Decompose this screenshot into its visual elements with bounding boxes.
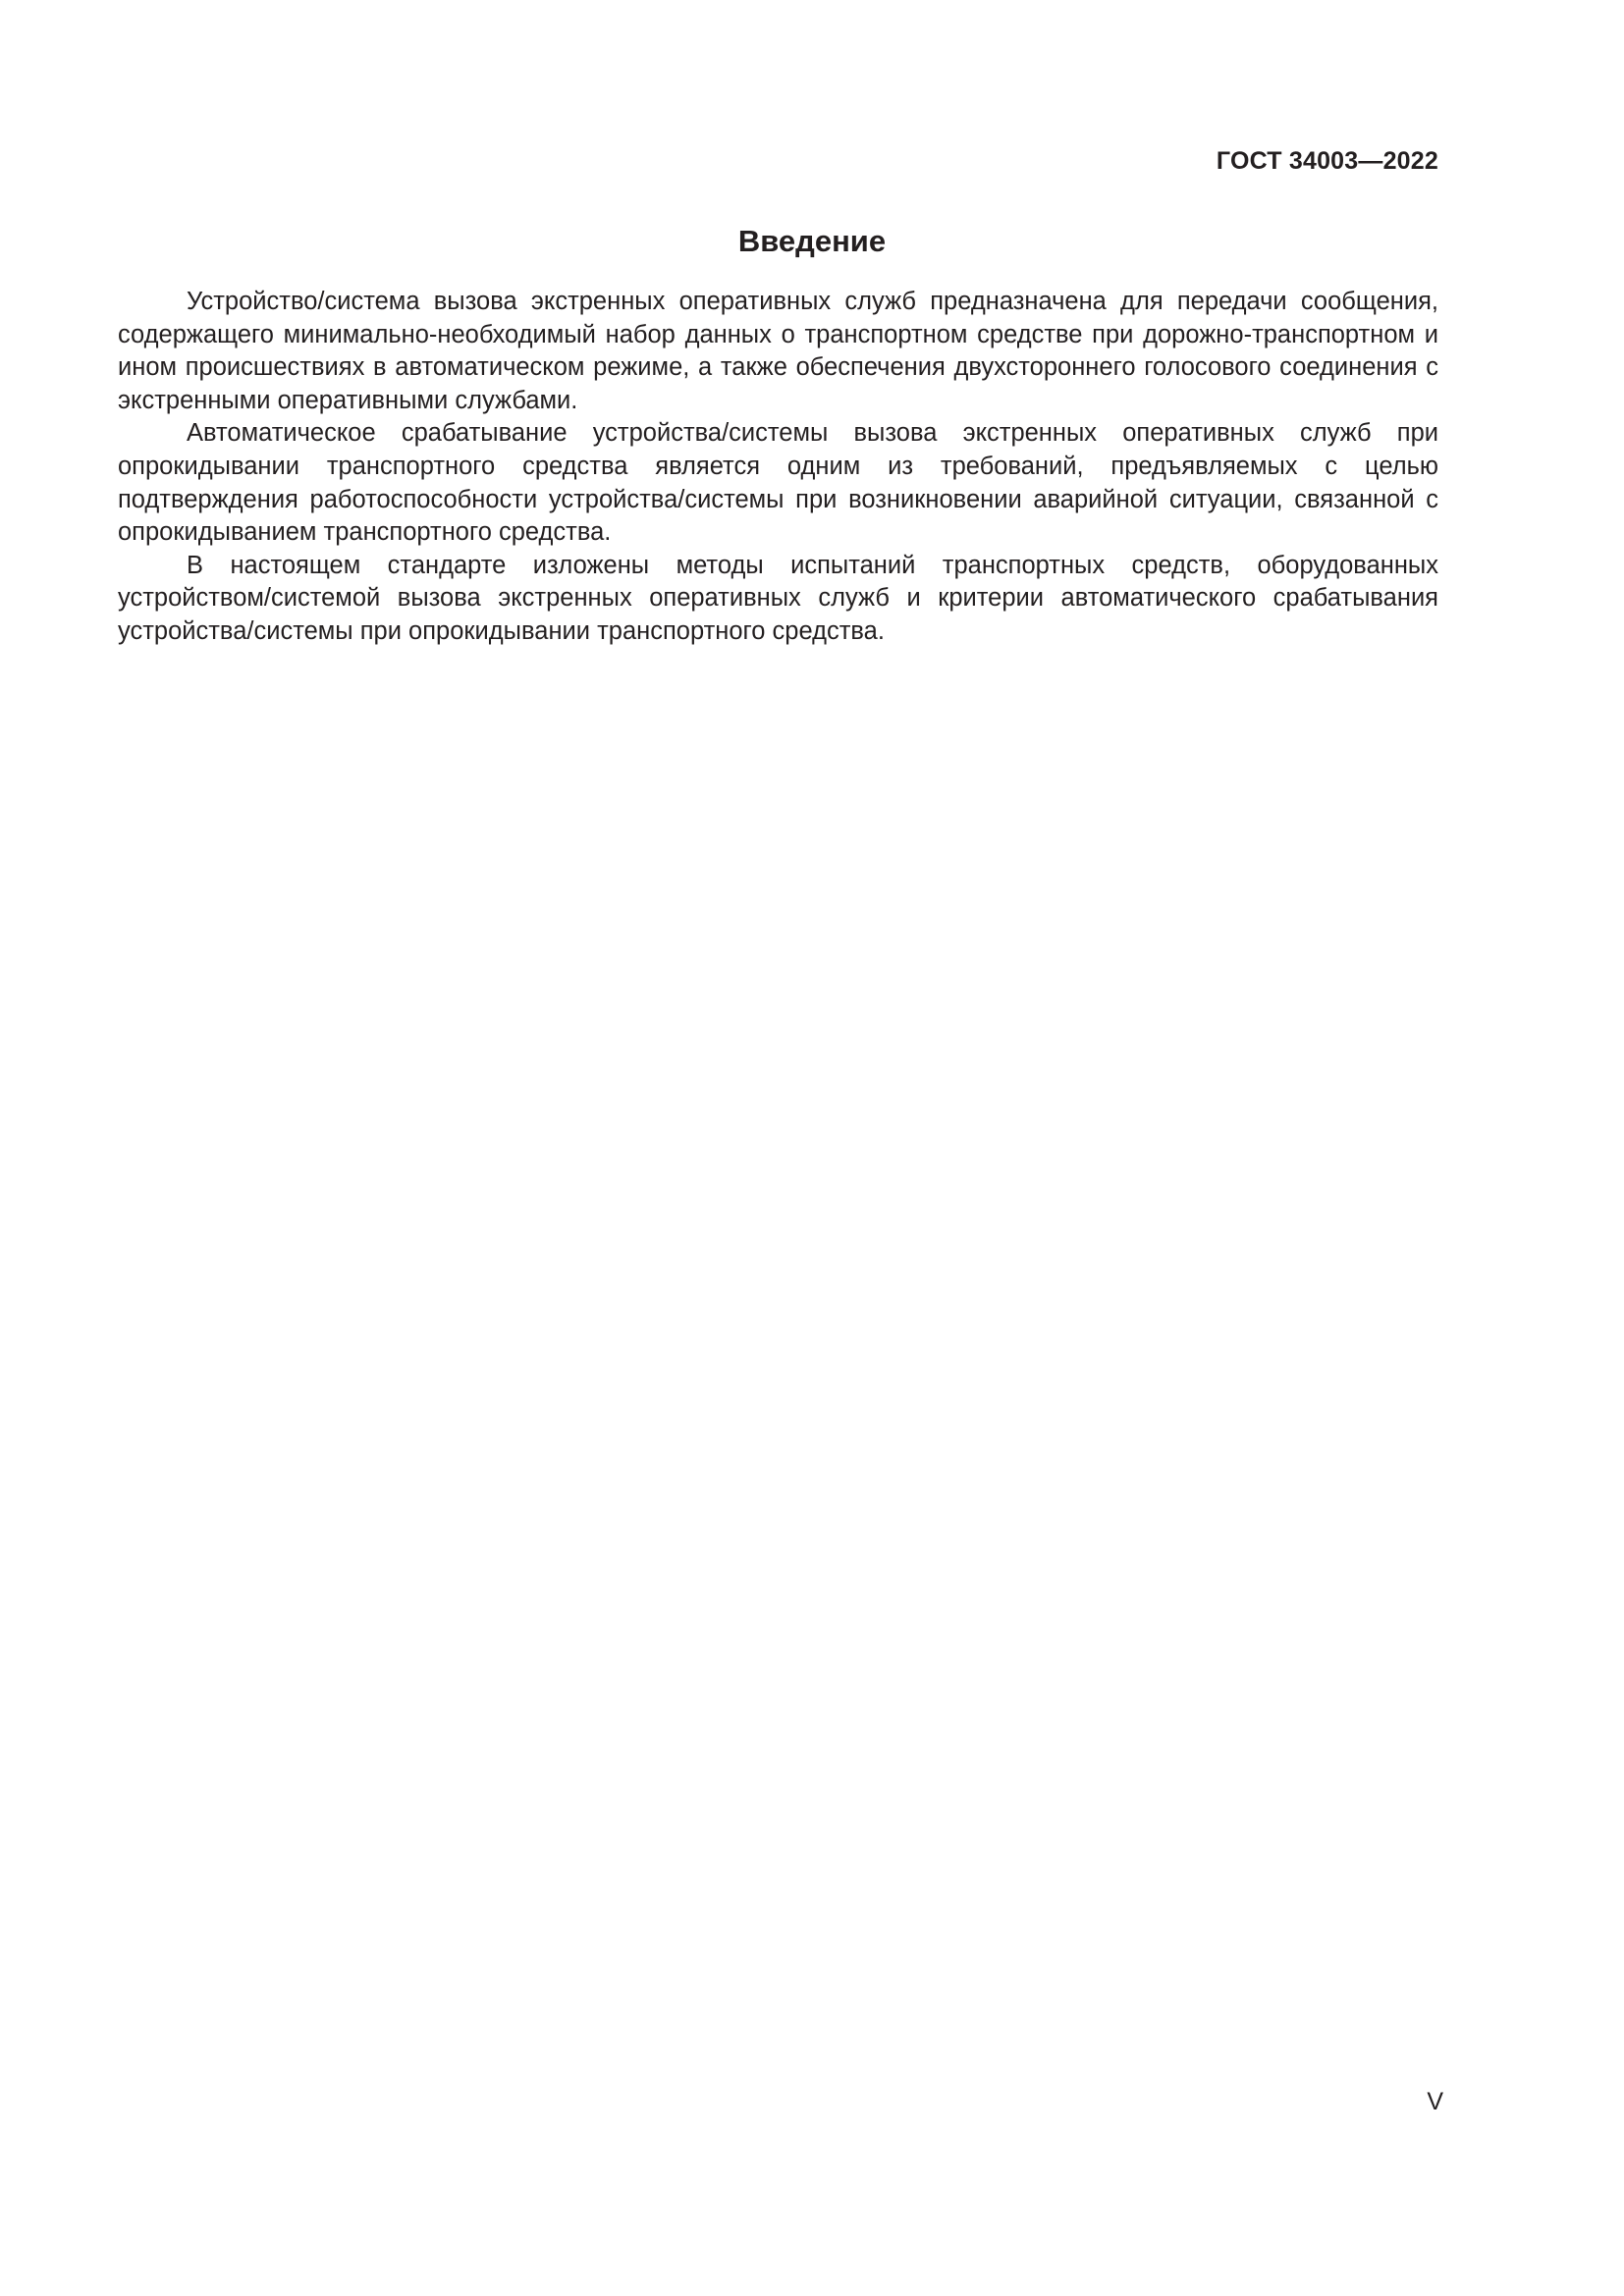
- paragraph: Устройство/система вызова экстренных оперативных служб предназначена для передачи сообщения, содержащего минимально-необходимый набор данных о транспортном средстве при дорожно-транспортном и ином происшествиях в автоматическом режиме, а также обеспечения двухстороннего голосового соединения с экстренными оперативными службами.: [118, 288, 1438, 414]
- paragraph: Автоматическое срабатывание устройства/системы вызова экстренных оперативных служб при опрокидывании транспортного средства является одним из требований, предъявляемых с целью подтверждения работоспособности устройства/системы при возникновении аварийной ситуации, связанной с опрокидыванием транспортного средства.: [118, 419, 1438, 547]
- page-number: V: [1427, 2088, 1443, 2115]
- section-title: Введение: [737, 224, 887, 258]
- body-text: [118, 286, 1438, 649]
- paragraph: В настоящем стандарте изложены методы испытаний транспортных средств, оборудованных устройством/системой вызова экстренных оперативных служб и критерии автоматического срабатывания устройства/системы при опрокидывании транспортного средства.: [118, 551, 1438, 645]
- document-header: ГОСТ 34003—2022: [1216, 147, 1438, 175]
